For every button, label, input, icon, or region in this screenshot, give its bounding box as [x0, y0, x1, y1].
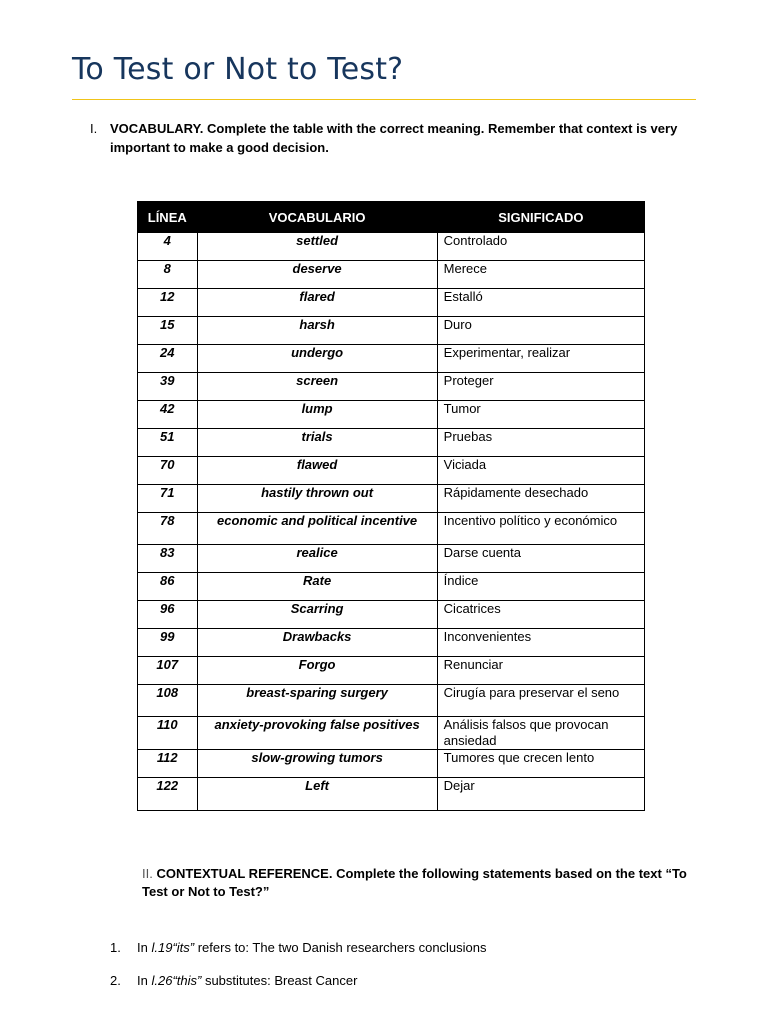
table-row	[138, 513, 645, 545]
table-row	[138, 601, 645, 629]
vocabulary-cell: economic and political incentive	[197, 513, 437, 545]
meaning-cell: Darse cuenta	[437, 545, 644, 573]
line-cell: 51	[138, 429, 198, 457]
column-header-vocabulary: VOCABULARIO	[197, 202, 437, 233]
table-row	[138, 289, 645, 317]
line-cell: 83	[138, 545, 198, 573]
table-row	[138, 233, 645, 261]
line-cell: 39	[138, 373, 198, 401]
line-cell: 122	[138, 778, 198, 811]
meaning-cell: Renunciar	[437, 657, 644, 685]
table-row	[138, 545, 645, 573]
question-answer: Breast Cancer	[274, 973, 358, 988]
meaning-cell: Tumor	[437, 401, 644, 429]
meaning-cell: Duro	[437, 317, 644, 345]
meaning-cell: Viciada	[437, 457, 644, 485]
line-cell: 71	[138, 485, 198, 513]
section-number: II.	[142, 866, 153, 881]
line-cell: 42	[138, 401, 198, 429]
meaning-cell: Tumores que crecen lento	[437, 750, 644, 778]
table-row	[138, 457, 645, 485]
section-instruction: CONTEXTUAL REFERENCE. Complete the following statements based on the text “To Test or Not to Test?”	[142, 866, 687, 899]
vocabulary-table	[137, 201, 645, 811]
vocabulary-cell: settled	[197, 233, 437, 261]
meaning-cell: Dejar	[437, 778, 644, 811]
referenced-term: “this”	[172, 973, 202, 988]
table-row	[138, 629, 645, 657]
line-cell: 86	[138, 573, 198, 601]
vocabulary-cell: Left	[197, 778, 437, 811]
question-connector: substitutes:	[201, 973, 275, 988]
meaning-cell: Incentivo político y económico	[437, 513, 644, 545]
table-header-row	[138, 202, 645, 233]
table-row	[138, 401, 645, 429]
table-row	[138, 485, 645, 513]
meaning-cell: Pruebas	[437, 429, 644, 457]
section-contextual-reference	[142, 865, 702, 901]
meaning-cell: Controlado	[437, 233, 644, 261]
table-row	[138, 778, 645, 811]
table-row	[138, 373, 645, 401]
vocabulary-cell: Drawbacks	[197, 629, 437, 657]
meaning-cell: Análisis falsos que provocan ansiedad	[437, 717, 644, 750]
title-underline	[72, 99, 696, 100]
meaning-cell: Proteger	[437, 373, 644, 401]
meaning-cell: Cirugía para preservar el seno	[437, 685, 644, 717]
meaning-cell: Inconvenientes	[437, 629, 644, 657]
meaning-cell: Índice	[437, 573, 644, 601]
line-cell: 4	[138, 233, 198, 261]
vocabulary-cell: anxiety-provoking false positives	[197, 717, 437, 750]
vocabulary-cell: slow-growing tumors	[197, 750, 437, 778]
line-reference: l.26	[151, 973, 173, 988]
table-row	[138, 685, 645, 717]
line-cell: 70	[138, 457, 198, 485]
vocabulary-cell: flawed	[197, 457, 437, 485]
vocabulary-cell: trials	[197, 429, 437, 457]
column-header-meaning: SIGNIFICADO	[437, 202, 644, 233]
vocabulary-cell: harsh	[197, 317, 437, 345]
line-cell: 107	[138, 657, 198, 685]
section-instruction: VOCABULARY. Complete the table with the correct meaning. Remember that context is very important to make a good decision.	[110, 121, 678, 155]
line-reference: l.19	[151, 940, 173, 955]
meaning-cell: Rápidamente desechado	[437, 485, 644, 513]
line-cell: 99	[138, 629, 198, 657]
page-title: To Test or Not to Test?	[72, 52, 404, 87]
question-prefix: In	[137, 940, 152, 955]
table-row	[138, 717, 645, 750]
vocabulary-cell: Scarring	[197, 601, 437, 629]
vocabulary-cell: undergo	[197, 345, 437, 373]
meaning-cell: Cicatrices	[437, 601, 644, 629]
vocabulary-cell: Forgo	[197, 657, 437, 685]
vocabulary-cell: realice	[197, 545, 437, 573]
line-cell: 108	[138, 685, 198, 717]
vocabulary-cell: lump	[197, 401, 437, 429]
line-cell: 112	[138, 750, 198, 778]
question-connector: refers to:	[194, 940, 253, 955]
table-row	[138, 261, 645, 289]
line-cell: 8	[138, 261, 198, 289]
vocabulary-cell: hastily thrown out	[197, 485, 437, 513]
table-row	[138, 317, 645, 345]
line-cell: 110	[138, 717, 198, 750]
vocabulary-cell: screen	[197, 373, 437, 401]
question-number: 1.	[110, 940, 121, 955]
table-row	[138, 345, 645, 373]
table-body	[138, 233, 645, 811]
table-row	[138, 750, 645, 778]
question-list	[110, 938, 487, 1004]
vocabulary-cell: flared	[197, 289, 437, 317]
line-cell: 24	[138, 345, 198, 373]
column-header-line: LÍNEA	[138, 202, 198, 233]
line-cell: 96	[138, 601, 198, 629]
table-row	[138, 657, 645, 685]
list-item	[110, 971, 487, 1004]
section-number: I.	[90, 121, 98, 136]
line-cell: 15	[138, 317, 198, 345]
question-prefix: In	[137, 973, 152, 988]
table-row	[138, 429, 645, 457]
line-cell: 12	[138, 289, 198, 317]
table-row	[138, 573, 645, 601]
question-number: 2.	[110, 973, 121, 988]
list-item	[110, 938, 487, 971]
vocabulary-cell: breast-sparing surgery	[197, 685, 437, 717]
meaning-cell: Merece	[437, 261, 644, 289]
vocabulary-cell: Rate	[197, 573, 437, 601]
meaning-cell: Estalló	[437, 289, 644, 317]
line-cell: 78	[138, 513, 198, 545]
meaning-cell: Experimentar, realizar	[437, 345, 644, 373]
referenced-term: “its”	[172, 940, 195, 955]
question-answer: The two Danish researchers conclusions	[252, 940, 487, 955]
vocabulary-cell: deserve	[197, 261, 437, 289]
